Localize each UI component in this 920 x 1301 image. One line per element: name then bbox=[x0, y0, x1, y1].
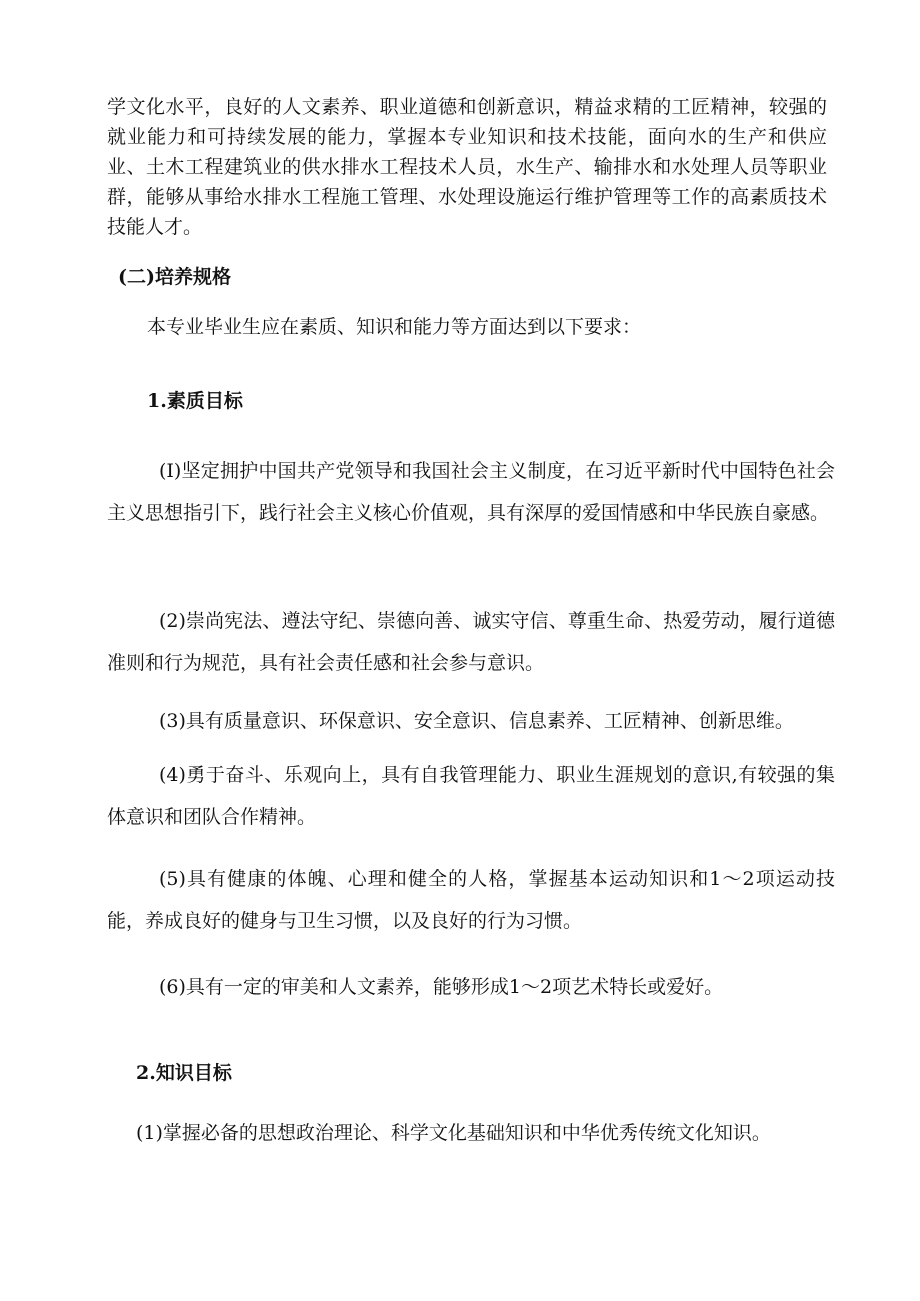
knowledge-item-1: (1)掌握必备的思想政治理论、科学文化基础知识和中华优秀传统文化知识。 bbox=[136, 1122, 771, 1144]
section-lead: 本专业毕业生应在素质、知识和能力等方面达到以下要求： bbox=[147, 316, 642, 338]
quality-item-6: (6)具有一定的审美和人文素养，能够形成1～2项艺术特长或爱好。 bbox=[159, 976, 724, 998]
intro-paragraph: 学文化水平，良好的人文素养、职业道德和创新意识，精益求精的工匠精神，较强的就业能力和可持续发展的能力，掌握本专业知识和技术技能，面向水的生产和供应业、土木工程建筑业的供水排水工程技术人员，水生产、输排水和水处理人员等职业群，能够从事给水排水工程施工管理、水处理设施运行维护管理等工作的高素质技术技能人才。 bbox=[107, 96, 827, 238]
knowledge-heading: 2.知识目标 bbox=[136, 1062, 232, 1084]
quality-item-5: (5)具有健康的体魄、心理和健全的人格，掌握基本运动知识和1～2项运动技能，养成良好的健身与卫生习惯，以及良好的行为习惯。 bbox=[107, 868, 835, 932]
quality-item-4: (4)勇于奋斗、乐观向上，具有自我管理能力、职业生涯规划的意识,有较强的集体意识和团队合作精神。 bbox=[107, 764, 835, 828]
section-heading: (二)培养规格 bbox=[118, 266, 231, 288]
quality-item-1: (I)坚定拥护中国共产党领导和我国社会主义制度，在习近平新时代中国特色社会主义思想指引下，践行社会主义核心价值观，具有深厚的爱国情感和中华民族自豪感。 bbox=[107, 460, 835, 524]
quality-heading: 1.素质目标 bbox=[147, 390, 243, 412]
quality-item-2: (2)崇尚宪法、遵法守纪、崇德向善、诚实守信、尊重生命、热爱劳动，履行道德准则和行为规范，具有社会责任感和社会参与意识。 bbox=[107, 610, 835, 674]
quality-item-3: (3)具有质量意识、环保意识、安全意识、信息素养、工匠精神、创新思维。 bbox=[159, 710, 794, 732]
